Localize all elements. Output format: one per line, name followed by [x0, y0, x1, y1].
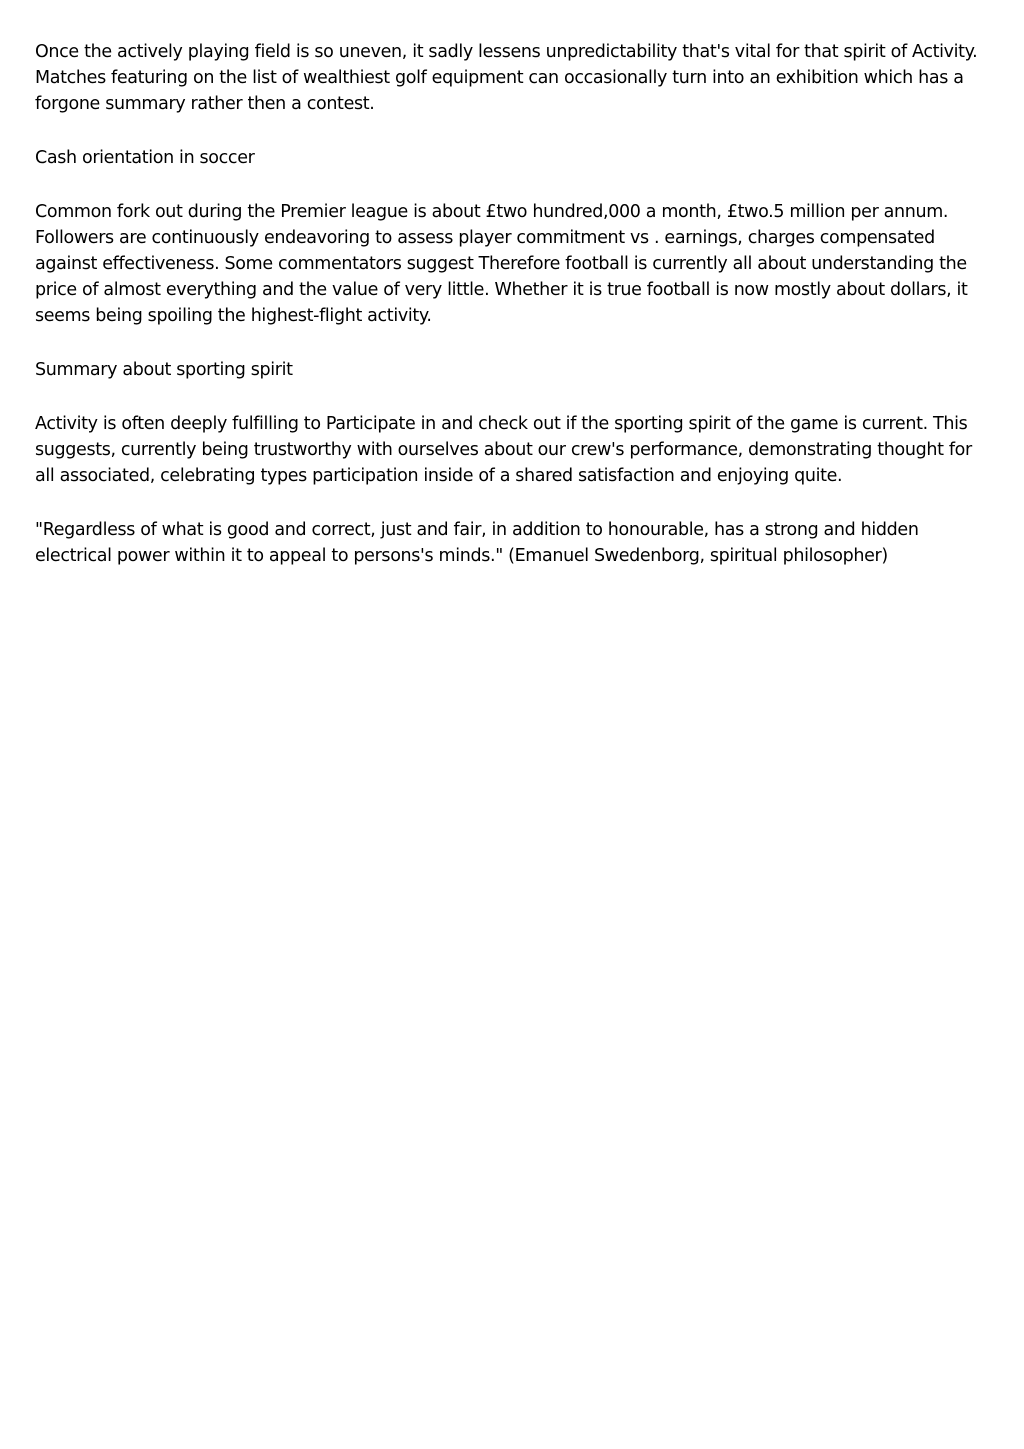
paragraph-sporting-spirit: Activity is often deeply fulfilling to Participate in and check out if the sporting spirit of the game is current. This suggests, currently being trustworthy with ourselves about our crew's performance, demonstrating thought for all associated, celebrating types participation inside of a shared satisfaction and enjoying quite.	[35, 414, 972, 486]
heading-cash-orientation: Cash orientation in soccer	[35, 148, 255, 168]
heading-sporting-spirit: Summary about sporting spirit	[35, 360, 293, 380]
paragraph-uneven-field: Once the actively playing field is so uneven, it sadly lessens unpredictability that's vital for that spirit of Activity. Matches featuring on the list of wealthiest golf equipment can occasionally turn into an exhibition which has a forgone summary rather then a contest.	[35, 42, 978, 114]
document-page	[35, 39, 995, 597]
paragraph-swedenborg-quote: "Regardless of what is good and correct, just and fair, in addition to honourable, has a strong and hidden electrical power within it to appeal to persons's minds." (Emanuel Swedenborg, spiritual philosopher)	[35, 520, 919, 566]
paragraph-premier-league-pay: Common fork out during the Premier league is about £two hundred,000 a month, £two.5 million per annum. Followers are continuously endeavoring to assess player commitment vs . earnings, charges compensated against effectiveness. Some commentators suggest Therefore football is currently all about understanding the price of almost everything and the value of very little. Whether it is true football is now mostly about dollars, it seems being spoiling the highest-flight activity.	[35, 202, 968, 326]
